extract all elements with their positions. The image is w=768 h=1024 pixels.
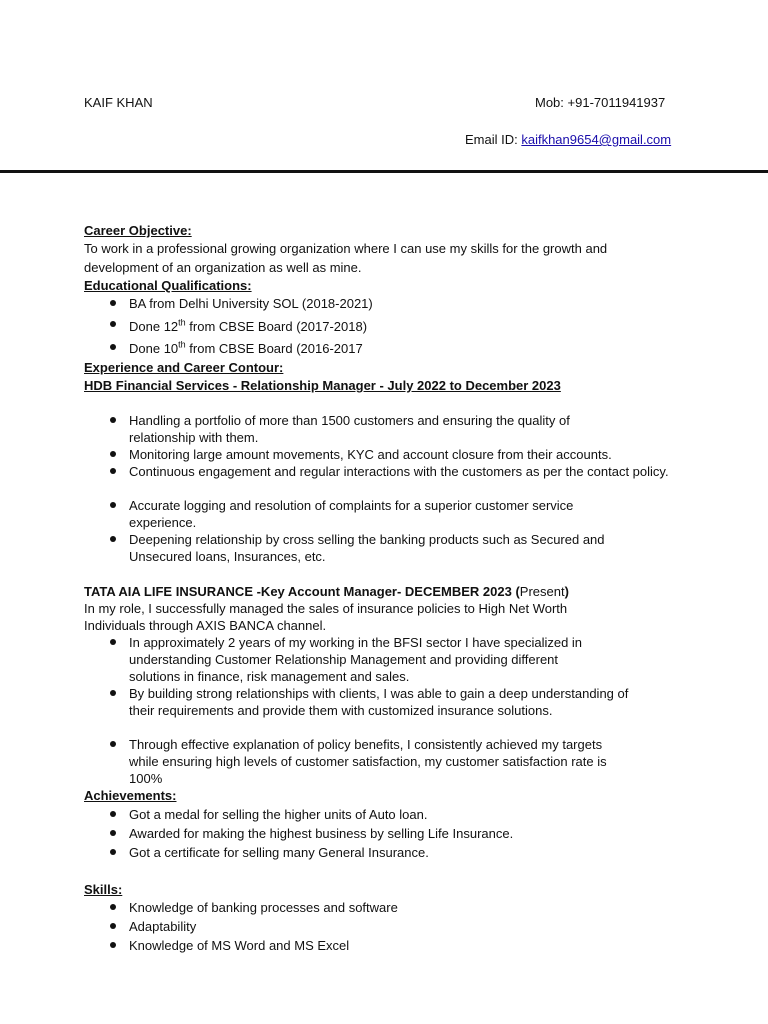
- job2-bullets: [84, 634, 634, 787]
- list-item: Done 10th from CBSE Board (2016-2017: [84, 339, 373, 361]
- job1-title: HDB Financial Services - Relationship Manager - July 2022 to December 2023: [84, 378, 561, 393]
- email-line: [465, 131, 671, 148]
- experience-heading: Experience and Career Contour:: [84, 360, 284, 375]
- skills-list: [84, 899, 398, 956]
- list-item: Knowledge of banking processes and software: [84, 899, 398, 918]
- list-item: Knowledge of MS Word and MS Excel: [84, 937, 398, 956]
- list-item: BA from Delhi University SOL (2018-2021): [84, 295, 373, 316]
- list-item: Accurate logging and resolution of complaints for a superior customer service experience.: [84, 497, 609, 531]
- achievements-heading: Achievements:: [84, 788, 177, 803]
- list-item: In approximately 2 years of my working in the BFSI sector I have specialized in understanding Customer Relationship Management and providing different solutions in finance, risk management and sales.: [84, 634, 609, 685]
- education-heading: Educational Qualifications:: [84, 278, 252, 293]
- list-item: Handling a portfolio of more than 1500 customers and ensuring the quality of relationship with them.: [84, 412, 609, 446]
- career-objective-text: To work in a professional growing organization where I can use my skills for the growth and development of an organization as well as mine.: [84, 241, 608, 275]
- list-item: Through effective explanation of policy benefits, I consistently achieved my targets while ensuring high levels of customer satisfaction, my customer satisfaction rate is 100%: [84, 736, 634, 787]
- list-item: Deepening relationship by cross selling the banking products such as Secured and Unsecured loans, Insurances, etc.: [84, 531, 639, 565]
- job1-bullets: [84, 412, 684, 565]
- email-label: Email ID:: [465, 132, 522, 147]
- mobile-number: Mob: +91-7011941937: [535, 95, 666, 110]
- list-item: Got a certificate for selling many General Insurance.: [84, 844, 513, 863]
- list-item: Continuous engagement and regular interactions with the customers as per the contact policy.: [84, 463, 669, 497]
- list-item: Monitoring large amount movements, KYC and account closure from their accounts.: [84, 446, 684, 463]
- achievements-list: [84, 806, 513, 863]
- skills-heading: Skills:: [84, 882, 123, 897]
- candidate-name: KAIF KHAN: [84, 95, 153, 110]
- email-link[interactable]: kaifkhan9654@gmail.com: [521, 132, 672, 147]
- list-item: Got a medal for selling the higher units of Auto loan.: [84, 806, 513, 825]
- education-list: [84, 295, 373, 361]
- header-divider: [0, 170, 768, 173]
- career-objective-heading: Career Objective:: [84, 223, 192, 238]
- list-item: By building strong relationships with clients, I was able to gain a deep understanding of their requirements and provide them with customized insurance solutions.: [84, 685, 629, 736]
- list-item: Done 12th from CBSE Board (2017-2018): [84, 316, 373, 339]
- list-item: Awarded for making the highest business by selling Life Insurance.: [84, 825, 513, 844]
- job2-title: TATA AIA LIFE INSURANCE -Key Account Manager- DECEMBER 2023 (Present): [84, 584, 569, 599]
- list-item: Adaptability: [84, 918, 398, 937]
- job2-intro: In my role, I successfully managed the sales of insurance policies to High Net Worth Individuals through AXIS BANCA channel.: [84, 601, 568, 633]
